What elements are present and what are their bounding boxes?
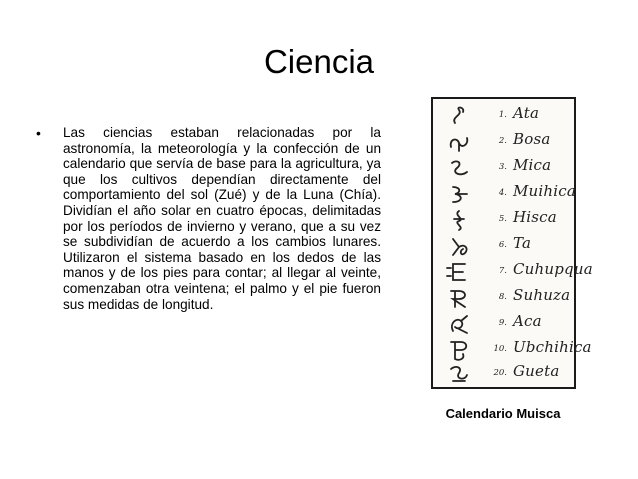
bullet-item <box>36 125 381 312</box>
calendar-name: Aca <box>513 312 542 330</box>
calendar-row <box>433 129 574 154</box>
calendar-row <box>433 207 574 232</box>
calendar-row <box>433 233 574 258</box>
glyph-8-icon <box>441 285 477 311</box>
calendar-number: 5. <box>498 214 507 224</box>
calendar-name: Mica <box>513 156 552 174</box>
muisca-calendar-image <box>431 97 593 389</box>
calendar-name: Muihica <box>513 182 577 200</box>
calendar-number: 6. <box>498 240 507 250</box>
calendar-number: 1. <box>498 110 507 120</box>
calendar-name: Gueta <box>513 362 560 380</box>
calendar-number: 4. <box>498 188 507 198</box>
calendar-name: Ta <box>513 234 532 252</box>
glyph-2-icon <box>441 129 477 155</box>
calendar-number: 9. <box>498 318 507 328</box>
calendar-number: 8. <box>498 292 507 302</box>
glyph-9-icon <box>441 311 477 337</box>
calendar-name: Bosa <box>513 130 551 148</box>
calendar-name: Hisca <box>513 208 557 226</box>
calendar-row <box>433 311 574 336</box>
calendar-number: 7. <box>498 266 507 276</box>
calendar-number: 10. <box>493 344 507 354</box>
calendar-row <box>433 361 574 386</box>
bullet-text: Las ciencias estaban relacionadas por la astronomía, la meteorología y la confección de un calendario que servía de base para la agricultura, ya que los cultivos dependían directamente del comportamiento del sol (Zué) y de la Luna (Chía). Dividían el año solar en cuatro épocas, delimitadas por los períodos de invierno y verano, que a su vez se subdividían de acuerdo a los cambios lunares. Utilizaron el sistema basado en los dedos de las manos y de los pies para contar; al llegar al veinte, comenzaban otra veintena; el palmo y el pie fueron sus medidas de longitud. <box>63 125 381 312</box>
calendar-name: Cuhupqua <box>513 260 593 278</box>
calendar-row <box>433 155 574 180</box>
calendar-number: 20. <box>493 368 507 378</box>
calendar-number: 3. <box>498 162 507 172</box>
calendar-row <box>433 285 574 310</box>
glyph-6-icon <box>441 233 477 259</box>
bullet-marker: • <box>36 125 41 141</box>
glyph-7-icon <box>441 259 477 285</box>
glyph-1-icon <box>441 103 477 129</box>
calendar-row <box>433 103 574 128</box>
calendar-row <box>433 181 577 206</box>
glyph-10-icon <box>441 337 477 363</box>
calendar-name: Ubchihica <box>513 338 592 356</box>
glyph-5-icon <box>441 207 477 233</box>
glyph-20-icon <box>441 361 477 387</box>
calendar-row <box>433 259 593 284</box>
image-caption: Calendario Muisca <box>445 406 561 421</box>
calendar-name: Suhuza <box>513 286 571 304</box>
slide-title: Ciencia <box>263 43 375 80</box>
glyph-3-icon <box>441 155 477 181</box>
calendar-name: Ata <box>513 104 540 122</box>
calendar-row <box>433 337 592 362</box>
calendar-number: 2. <box>498 136 507 146</box>
glyph-4-icon <box>441 181 477 207</box>
